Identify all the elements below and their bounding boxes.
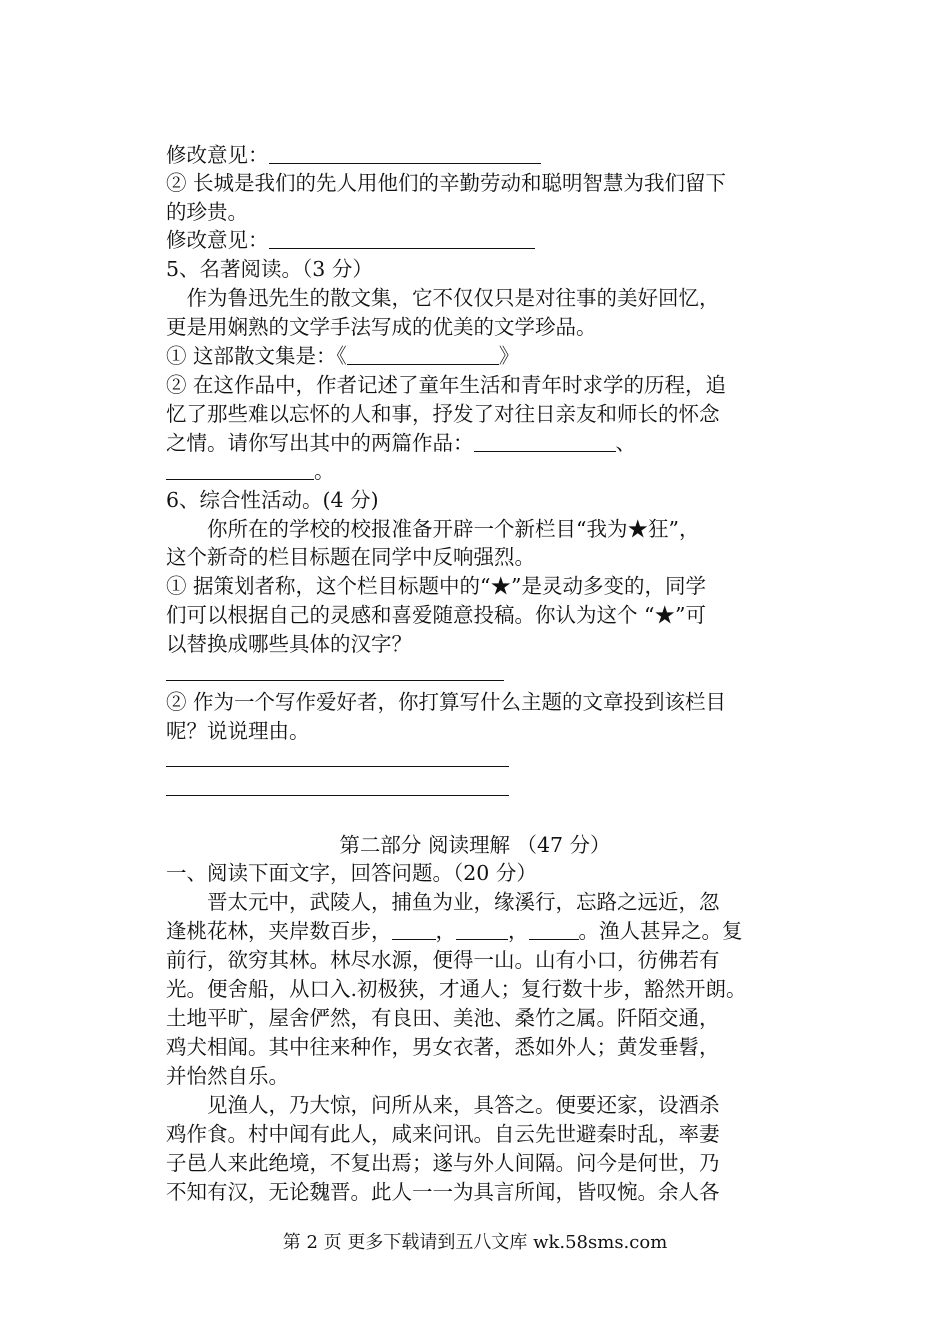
item-2-text-cont: 的珍贵。	[166, 200, 248, 224]
answer-line[interactable]	[166, 795, 509, 796]
passage-line: 前行，欲穷其林。林尽水源，便得一山。山有小口，彷佛若有	[166, 948, 720, 972]
reading-question-1-heading: 一、阅读下面文字，回答问题。（20 分）	[166, 861, 537, 885]
question-5-sub-2: ② 在这作品中，作者记述了童年生活和青年时求学的历程，追	[166, 373, 727, 397]
question-6-sub-1: ① 据策划者称，这个栏目标题中的“★”是灵动多变的，同学	[166, 574, 706, 598]
passage-line: 见渔人，乃大惊，问所从来，具答之。便要还家，设酒杀	[166, 1093, 720, 1117]
answer-blank[interactable]	[166, 457, 314, 480]
question-6-sub-1-end: 以替换成哪些具体的汉字？	[166, 632, 412, 656]
answer-blank[interactable]	[529, 917, 579, 940]
answer-blank[interactable]	[392, 917, 436, 940]
page-footer: 第 2 页 更多下载请到五八文库 wk.58sms.com	[282, 1232, 668, 1253]
question-6-heading: 6、综合性活动。(4 分)	[166, 488, 379, 512]
passage-line: 鸡作食。村中闻有此人，咸来问讯。自云先世避秦时乱，率妻	[166, 1122, 720, 1146]
question-5-sub-2-end: 之情。请你写出其中的两篇作品： 、	[166, 431, 636, 455]
passage-line: 子邑人来此绝境，不复出焉；遂与外人间隔。问今是何世，乃	[166, 1151, 720, 1175]
revision-suggestion-2: 修改意见：	[166, 225, 806, 255]
question-5-heading: 5、名著阅读。（3 分）	[166, 257, 373, 281]
item-2-text: ② 长城是我们的先人用他们的辛勤劳动和聪明智慧为我们留下	[166, 171, 727, 195]
passage-line: 并怡然自乐。	[166, 1064, 289, 1088]
question-5-sub-2-cont: 忆了那些难以忘怀的人和事，抒发了对往日亲友和师长的怀念	[166, 402, 720, 426]
question-5-sub-2-blank: 。	[166, 456, 806, 486]
question-5-intro-cont: 更是用娴熟的文学手法写成的优美的文学珍品。	[166, 315, 597, 339]
passage-line-with-blanks: 逢桃花林，夹岸数百步， ， ， 。渔人甚异之。复	[166, 919, 743, 943]
answer-blank[interactable]	[474, 429, 616, 452]
question-6-intro-cont: 这个新奇的栏目标题在同学中反响强烈。	[166, 545, 535, 569]
passage-line: 土地平旷，屋舍俨然，有良田、美池、桑竹之属。阡陌交通，	[166, 1006, 720, 1030]
question-6-sub-2-cont: 呢？说说理由。	[166, 719, 310, 743]
passage-line: 不知有汉，无论魏晋。此人一一为具言所闻，皆叹惋。余人各	[166, 1180, 720, 1204]
answer-blank[interactable]	[456, 917, 508, 940]
question-5-sub-1: ① 这部散文集是：《 》	[166, 344, 520, 368]
answer-blank[interactable]	[269, 226, 535, 249]
answer-line[interactable]	[166, 680, 504, 681]
part-2-title: 第二部分 阅读理解 （47 分）	[339, 833, 611, 857]
answer-blank[interactable]	[347, 342, 499, 365]
question-6-sub-2: ② 作为一个写作爱好者，你打算写什么主题的文章投到该栏目	[166, 690, 727, 714]
passage-line: 光。便舍船，从口入.初极狭，才通人；复行数十步，豁然开朗。	[166, 977, 747, 1001]
question-5-intro: 作为鲁迅先生的散文集，它不仅仅只是对往事的美好回忆，	[166, 286, 720, 310]
revision-suggestion-1: 修改意见：	[166, 140, 806, 170]
passage-line: 晋太元中，武陵人，捕鱼为业，缘溪行，忘路之远近，忽	[166, 890, 720, 914]
question-6-intro: 你所在的学校的校报准备开辟一个新栏目“我为★狂”，	[166, 517, 700, 541]
question-6-sub-1-cont: 们可以根据自己的灵感和喜爱随意投稿。你认为这个 “★”可	[166, 603, 706, 627]
passage-line: 鸡犬相闻。其中往来种作，男女衣著，悉如外人；黄发垂髫，	[166, 1035, 720, 1059]
answer-blank[interactable]	[269, 141, 541, 164]
answer-line[interactable]	[166, 766, 509, 767]
